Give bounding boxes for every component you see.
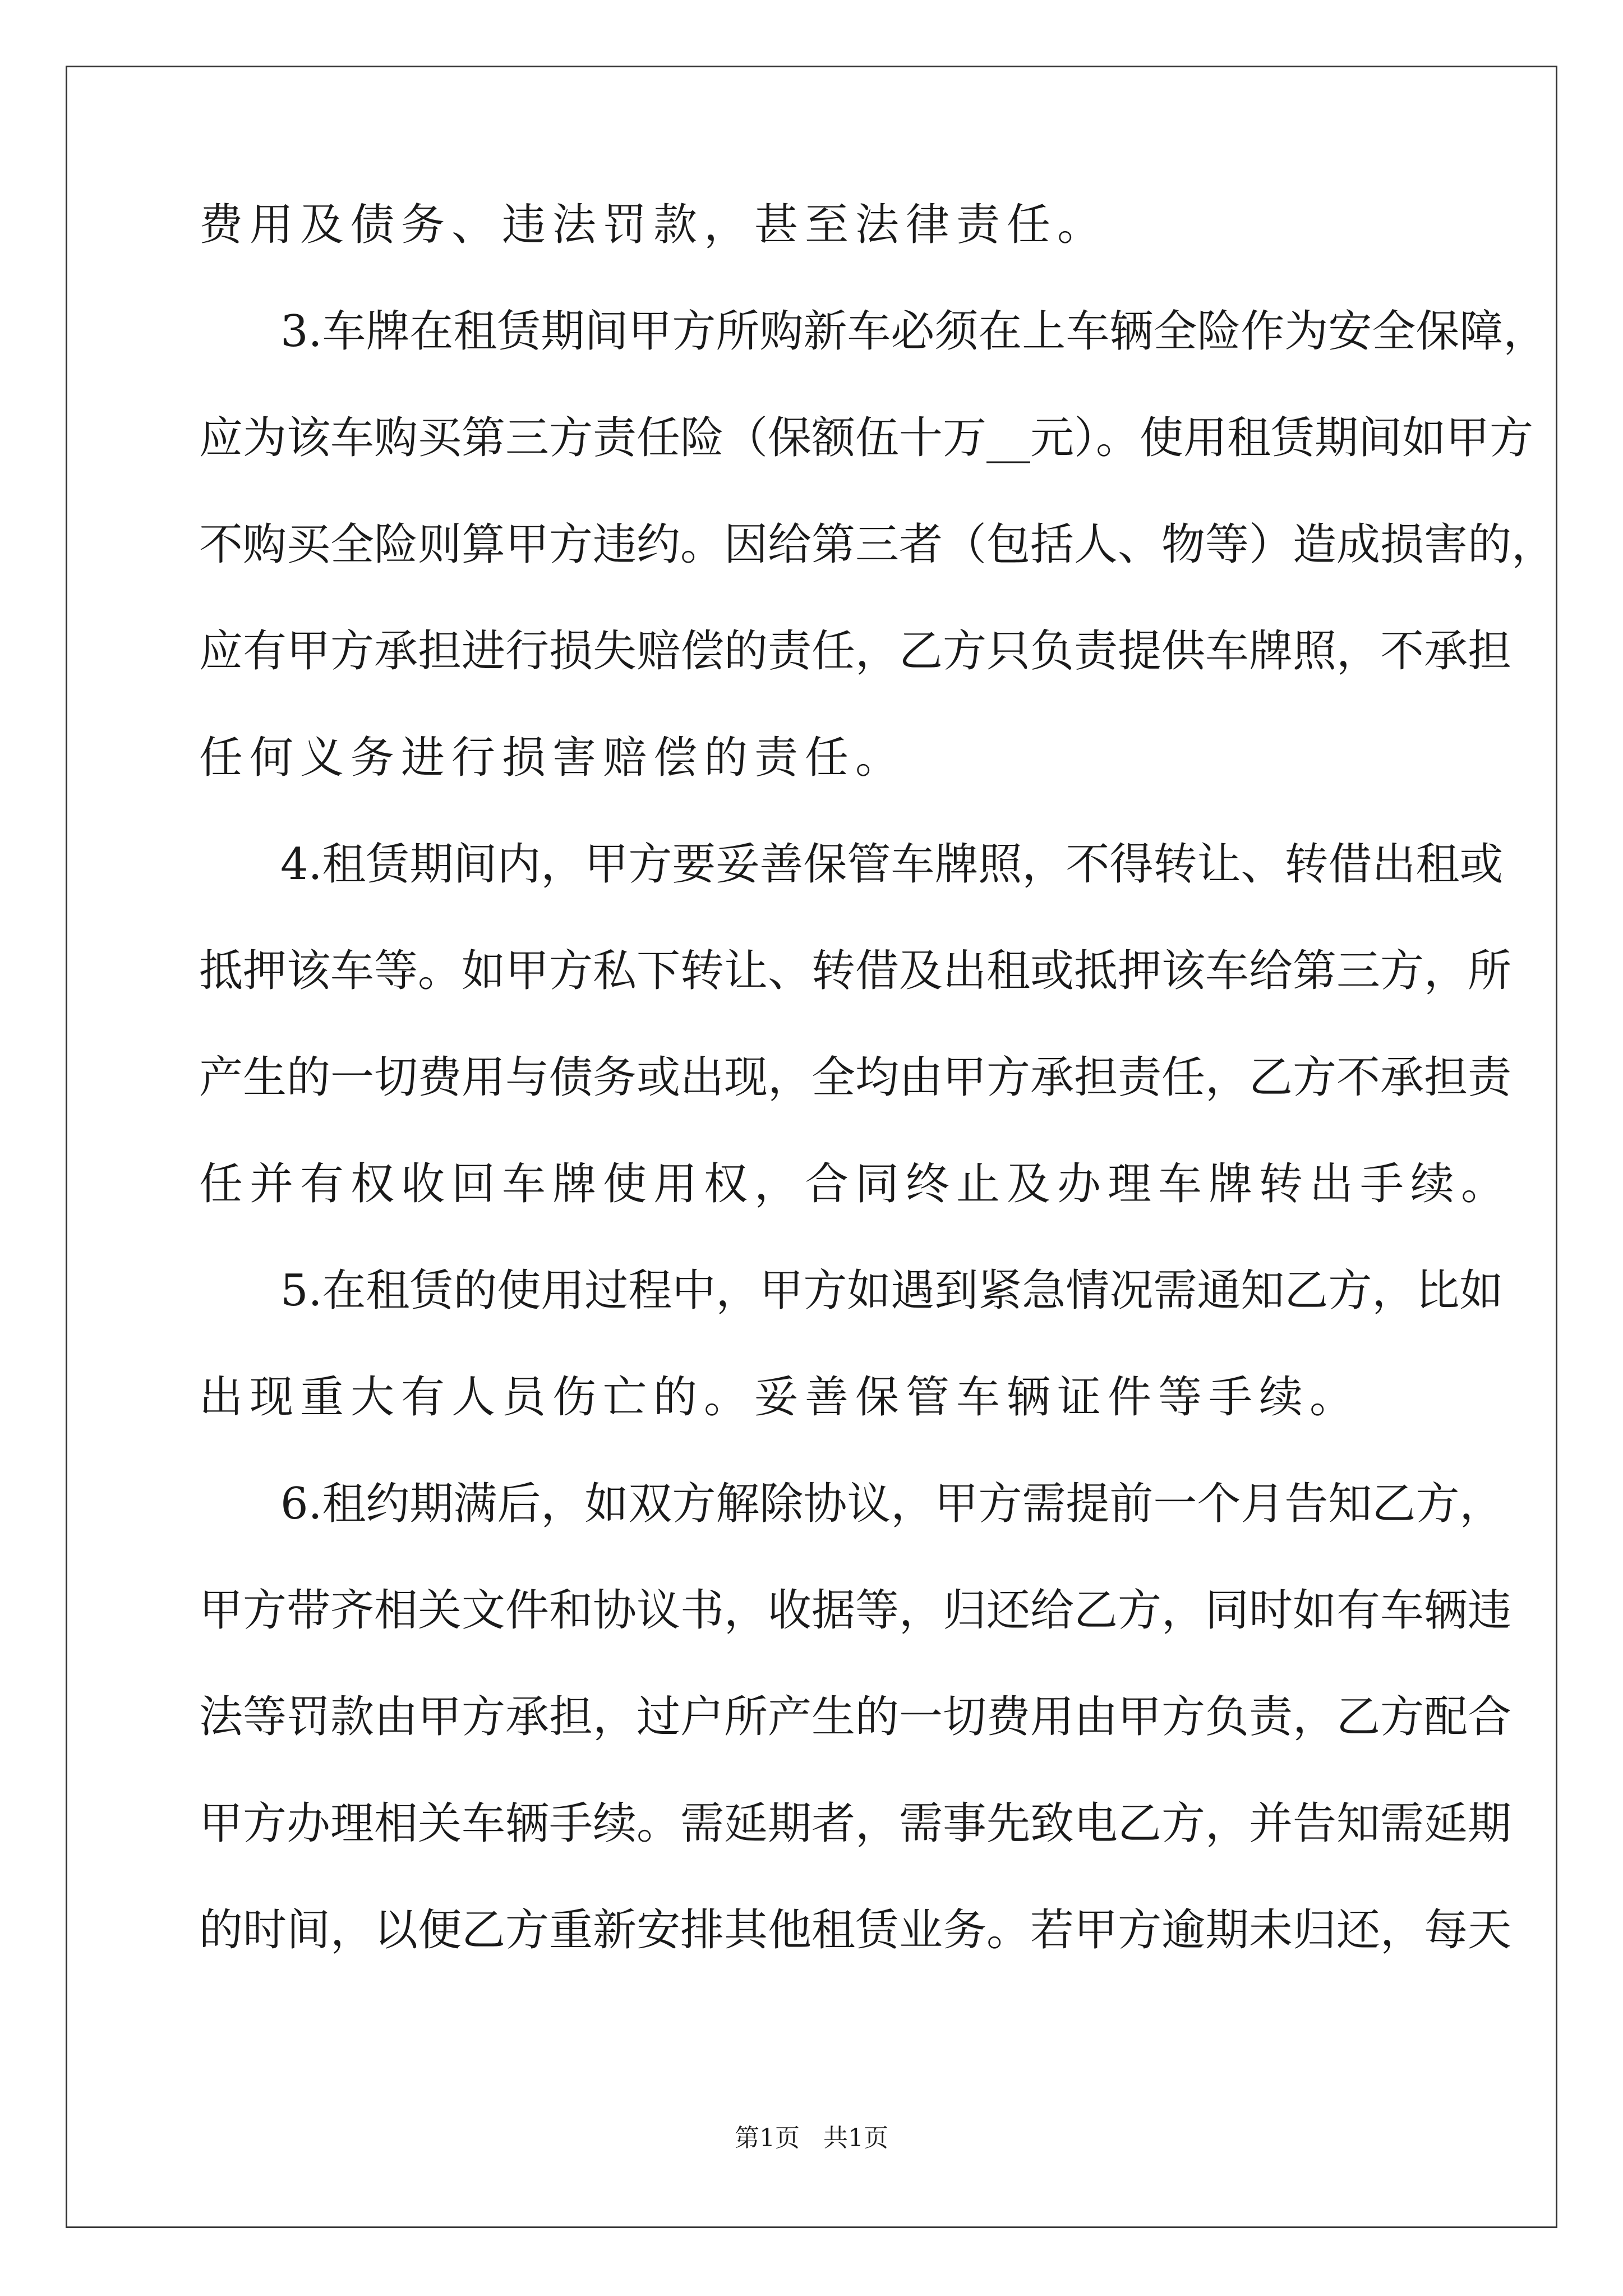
text-line: 法等罚款由甲方承担，过户所产生的一切费用由甲方负责，乙方配合 — [199, 1692, 1512, 1742]
text-line: 应有甲方承担进行损失赔偿的责任，乙方只负责提供车牌照，不承担 — [199, 626, 1512, 677]
text-line: 任何义务进行损害赔偿的责任。 — [199, 733, 906, 783]
text-line: 抵押该车等。如甲方私下转让、转借及出租或抵押该车给第三方，所 — [199, 946, 1512, 996]
text-line: 不购买全险则算甲方违约。因给第三者（包括人、物等）造成损害的， — [199, 519, 1556, 570]
text-line: 3.车牌在租赁期间甲方所购新车必须在上车辆全险作为安全保障， — [280, 306, 1547, 357]
text-line: 产生的一切费用与债务或出现，全均由甲方承担责任，乙方不承担责 — [199, 1052, 1512, 1103]
text-line: 甲方带齐相关文件和协议书，收据等，归还给乙方，同时如有车辆违 — [199, 1585, 1512, 1636]
text-line: 的时间，以便乙方重新安排其他租赁业务。若甲方逾期未归还，每天 — [199, 1905, 1512, 1955]
text-line: 5.在租赁的使用过程中，甲方如遇到紧急情况需通知乙方，比如 — [280, 1266, 1504, 1316]
text-line: 应为该车购买第三方责任险（保额伍十万__元）。使用租赁期间如甲方 — [199, 413, 1534, 463]
page-number-footer: 第1页 共1页 — [735, 2124, 888, 2152]
text-line: 任并有权收回车牌使用权，合同终止及办理车牌转出手续。 — [199, 1159, 1512, 1209]
text-line: 甲方办理相关车辆手续。需延期者，需事先致电乙方，并告知需延期 — [199, 1798, 1512, 1849]
text-line: 4.租赁期间内，甲方要妥善保管车牌照，不得转让、转借出租或 — [280, 839, 1504, 890]
text-line: 费用及债务、违法罚款，甚至法律责任。 — [199, 200, 1108, 250]
document-body — [199, 200, 1556, 2015]
text-line: 出现重大有人员伤亡的。妥善保管车辆证件等手续。 — [199, 1372, 1361, 1423]
text-line: 6.租约期满后，如双方解除协议，甲方需提前一个月告知乙方， — [280, 1479, 1504, 1529]
